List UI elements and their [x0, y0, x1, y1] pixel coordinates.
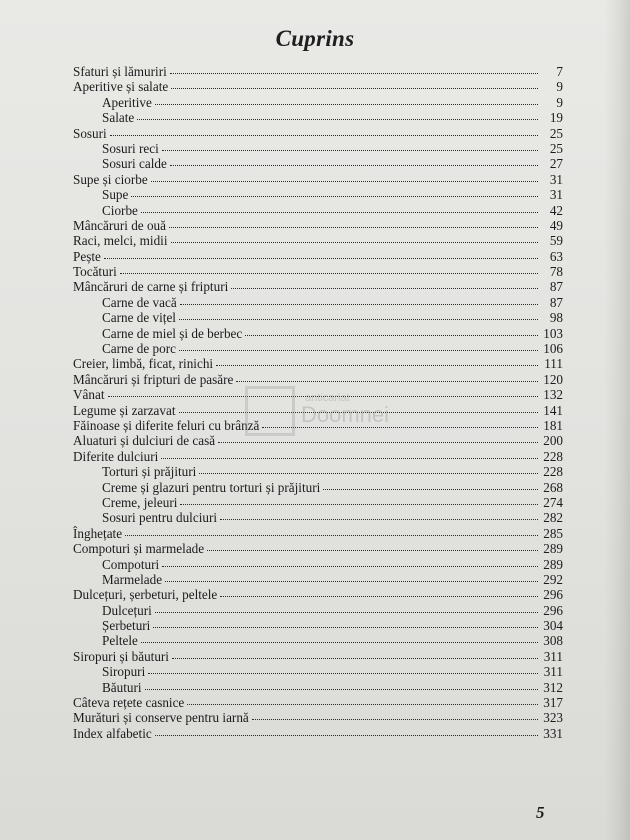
page-number: 5	[536, 803, 545, 822]
toc-entry-page: 31	[549, 171, 563, 187]
toc-entry-title: Siropuri	[102, 664, 146, 680]
toc-entry-page: 304	[543, 618, 563, 634]
toc-entry-page: 311	[543, 664, 563, 680]
toc-entry-page: 311	[543, 648, 563, 664]
toc-entry-title: Peltele	[102, 633, 138, 649]
toc-entry	[73, 264, 563, 279]
page-edge-shadow	[604, 0, 630, 840]
dot-leader	[141, 212, 538, 213]
toc-entry-title: Aperitive	[102, 94, 152, 110]
toc-entry	[73, 110, 563, 125]
toc-entry-title: Supe și ciorbe	[73, 171, 148, 187]
toc-entry-page: 19	[549, 110, 563, 126]
toc-entry-title: Sosuri calde	[102, 156, 167, 172]
toc-entry-page: 296	[543, 602, 563, 618]
toc-entry-title: Compoturi și marmelade	[73, 541, 205, 557]
toc-entry-page: 120	[543, 371, 563, 387]
dot-leader	[220, 596, 538, 597]
dot-leader	[171, 242, 539, 243]
toc-entry-page: 308	[543, 633, 563, 649]
toc-entry-page: 296	[543, 587, 563, 603]
dot-leader	[148, 673, 538, 674]
toc-entry-page: 181	[543, 417, 563, 433]
toc-entry	[73, 480, 563, 495]
dot-leader	[180, 304, 538, 305]
toc-entry	[73, 310, 563, 325]
toc-entry-page: 274	[543, 494, 563, 510]
toc-entry	[73, 279, 563, 294]
toc-entry-page: 282	[543, 510, 563, 526]
toc-entry-page: 42	[549, 202, 563, 218]
toc-entry	[73, 710, 563, 725]
dot-leader	[170, 73, 538, 74]
dot-leader	[216, 365, 538, 366]
toc-entry	[73, 603, 563, 618]
toc-entry	[73, 341, 563, 356]
toc-entry-page: 289	[543, 541, 563, 557]
dot-leader	[125, 535, 538, 536]
toc-entry-page: 63	[549, 248, 563, 264]
toc-entry-title: Sosuri pentru dulciuri	[102, 510, 218, 526]
dot-leader	[153, 627, 538, 628]
toc-entry-page: 7	[556, 64, 563, 79]
toc-entry-page: 228	[543, 448, 563, 464]
toc-entry-page: 78	[549, 264, 563, 280]
toc-entry	[73, 295, 563, 310]
toc-entry-title: Raci, melci, midii	[73, 233, 168, 249]
toc-entry-page: 87	[549, 279, 563, 295]
dot-leader	[231, 288, 538, 289]
toc-entry-page: 98	[549, 310, 563, 326]
toc-entry-title: Murături și conserve pentru iarnă	[73, 710, 249, 726]
toc-entry-page: 31	[549, 187, 563, 203]
toc-entry	[73, 695, 563, 710]
toc-entry	[73, 495, 563, 510]
watermark-small-text: anticariat	[305, 392, 350, 404]
toc-entry-title: Carne de porc	[102, 341, 176, 357]
toc-entry-page: 59	[549, 233, 563, 249]
toc-entry-title: Făinoase și diferite feluri cu brânză	[73, 417, 260, 433]
toc-entry	[73, 557, 563, 572]
toc-entry-title: Sosuri reci	[102, 140, 159, 156]
watermark-big-text: Doomnei	[301, 402, 390, 427]
dot-leader	[151, 181, 538, 182]
toc-entry-title: Index alfabetic	[73, 725, 152, 741]
dot-leader	[180, 504, 538, 505]
toc-entry	[73, 95, 563, 110]
dot-leader	[199, 473, 538, 474]
toc-entry-title: Supe	[102, 187, 129, 203]
toc-entry-title: Legume și zarzavat	[73, 402, 176, 418]
dot-leader	[120, 273, 538, 274]
toc-entry	[73, 233, 563, 248]
toc-entry-title: Carne de vacă	[102, 294, 177, 310]
toc-entry-page: 317	[543, 695, 563, 711]
toc-entry-page: 25	[549, 140, 563, 156]
dot-leader	[220, 519, 538, 520]
dot-leader	[236, 381, 538, 382]
dot-leader	[323, 489, 538, 490]
toc-entry	[73, 541, 563, 556]
dot-leader	[179, 319, 538, 320]
toc-entry-title: Înghețate	[73, 525, 123, 541]
dot-leader	[155, 612, 538, 613]
toc-entry-title: Marmelade	[102, 571, 163, 587]
toc-entry-title: Diferite dulciuri	[73, 448, 159, 464]
toc-entry-title: Siropuri și băuturi	[73, 648, 169, 664]
toc-entry	[73, 356, 563, 371]
toc-entry-page: 49	[549, 217, 563, 233]
toc-entry	[73, 572, 563, 587]
dot-leader	[155, 735, 538, 736]
toc-entry	[73, 326, 563, 341]
dot-leader	[162, 150, 538, 151]
toc-entry-title: Câteva rețete casnice	[73, 695, 185, 711]
toc-entry-page: 25	[549, 125, 563, 141]
toc-entry-title: Mâncăruri de carne și fripturi	[73, 279, 229, 295]
toc-entry-title: Carne de miel și de berbec	[102, 325, 243, 341]
dot-leader	[169, 227, 538, 228]
toc-entry	[73, 156, 563, 171]
toc-entry-page: 103	[543, 325, 563, 341]
toc-entry-title: Pește	[73, 248, 101, 264]
toc-entry	[73, 510, 563, 525]
toc-entry-title: Salate	[102, 110, 135, 126]
toc-entry-title: Băuturi	[102, 679, 142, 695]
toc-entry	[73, 587, 563, 602]
toc-entry-title: Creme și glazuri pentru torturi și prăjituri	[102, 479, 321, 495]
toc-entry-title: Aluaturi și dulciuri de casă	[73, 433, 216, 449]
dot-leader	[187, 704, 538, 705]
toc-entry	[73, 449, 563, 464]
toc-entry-page: 87	[549, 294, 563, 310]
toc-entry-page: 132	[543, 387, 563, 403]
dot-leader	[110, 135, 538, 136]
toc-entry-title: Aperitive și salate	[73, 79, 169, 95]
toc-entry-page: 27	[549, 156, 563, 172]
dot-leader	[161, 458, 538, 459]
toc-entry-title: Dulcețuri, șerbeturi, peltele	[73, 587, 218, 603]
toc-entry-page: 9	[556, 94, 563, 110]
toc-entry	[73, 126, 563, 141]
toc-entry	[73, 372, 563, 387]
toc-entry-page: 285	[543, 525, 563, 541]
dot-leader	[141, 642, 538, 643]
toc-entry-title: Carne de vițel	[102, 310, 176, 326]
dot-leader	[155, 104, 538, 105]
toc-entry	[73, 726, 563, 741]
toc-entry-page: 111	[544, 356, 563, 372]
toc-entry	[73, 79, 563, 94]
toc-entry	[73, 187, 563, 202]
toc-entry	[73, 141, 563, 156]
toc-entry-page: 331	[543, 725, 563, 741]
toc-entry-title: Dulcețuri	[102, 602, 152, 618]
toc-entry	[73, 649, 563, 664]
toc-entry-page: 141	[543, 402, 563, 418]
toc-entry-title: Sosuri	[73, 125, 107, 141]
toc-entry	[73, 249, 563, 264]
toc-entry-title: Tocături	[73, 264, 117, 280]
dot-leader	[170, 165, 538, 166]
toc-entry-title: Șerbeturi	[102, 618, 151, 634]
toc-entry-title: Vânat	[73, 387, 105, 403]
dot-leader	[165, 581, 538, 582]
watermark-logo-icon	[245, 386, 295, 436]
toc-entry-page: 9	[556, 79, 563, 95]
dot-leader	[171, 88, 538, 89]
toc-entry-title: Creier, limbă, ficat, rinichi	[73, 356, 214, 372]
toc-entry-page: 106	[543, 341, 563, 357]
toc-entry	[73, 618, 563, 633]
toc-entry-page: 292	[543, 571, 563, 587]
toc-entry-title: Compoturi	[102, 556, 160, 572]
toc-entry-page: 228	[543, 464, 563, 480]
dot-leader	[207, 550, 538, 551]
watermark	[245, 386, 395, 446]
toc-entry-page: 312	[543, 679, 563, 695]
dot-leader	[245, 335, 538, 336]
dot-leader	[179, 350, 538, 351]
toc-entry-page: 289	[543, 556, 563, 572]
dot-leader	[137, 119, 538, 120]
toc-entry	[73, 526, 563, 541]
toc-entry	[73, 464, 563, 479]
toc-entry	[73, 680, 563, 695]
toc-entry-title: Mâncăruri de ouă	[73, 217, 167, 233]
dot-leader	[131, 196, 538, 197]
toc-entry-page: 268	[543, 479, 563, 495]
toc-entry-title: Sfaturi și lămuriri	[73, 64, 167, 79]
toc-entry	[73, 64, 563, 79]
dot-leader	[172, 658, 538, 659]
toc-entry	[73, 664, 563, 679]
toc-entry-title: Mâncăruri și fripturi de pasăre	[73, 371, 234, 387]
page-title: Cuprins	[275, 26, 355, 51]
dot-leader	[162, 566, 538, 567]
toc-entry	[73, 203, 563, 218]
toc-entry-page: 323	[543, 710, 563, 726]
toc-entry-title: Creme, jeleuri	[102, 494, 178, 510]
toc-entry-title: Ciorbe	[102, 202, 138, 218]
toc-entry	[73, 633, 563, 648]
dot-leader	[252, 719, 538, 720]
toc-entry	[73, 218, 563, 233]
toc-entry-title: Torturi și prăjituri	[102, 464, 197, 480]
toc-entry-page: 200	[543, 433, 563, 449]
dot-leader	[145, 689, 538, 690]
toc-entry	[73, 172, 563, 187]
dot-leader	[104, 258, 538, 259]
